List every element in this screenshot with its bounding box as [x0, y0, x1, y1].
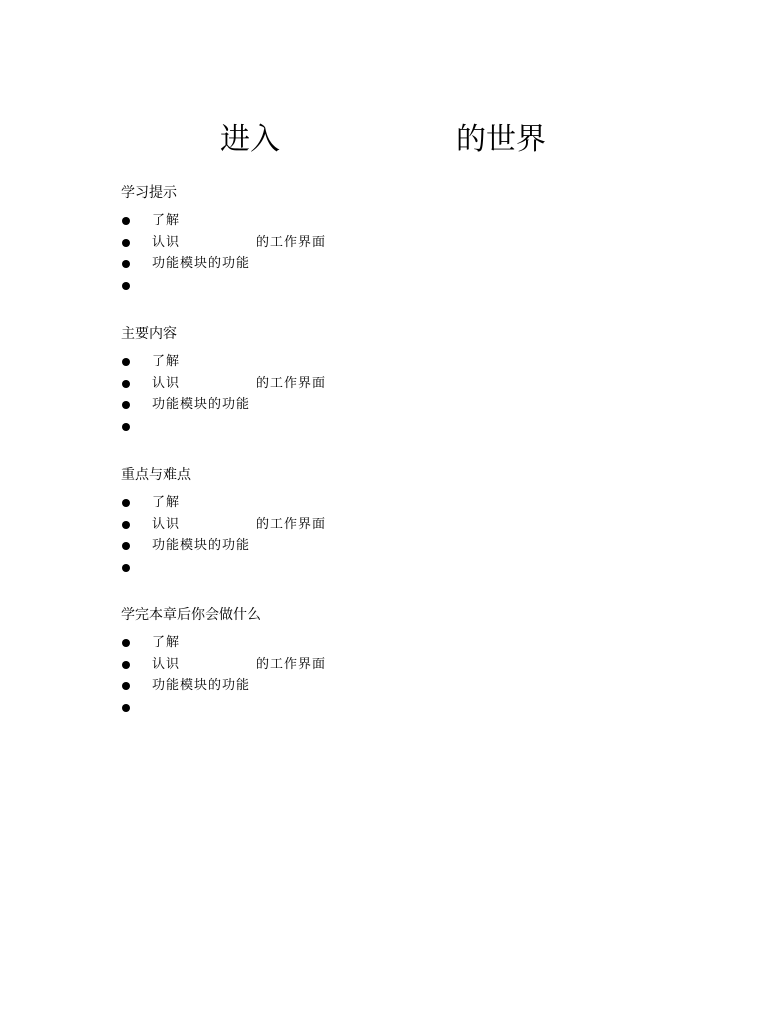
section-heading: 学习提示 [121, 185, 177, 201]
bullet-icon [122, 217, 130, 225]
list-item-text-tail: 的工作界面 [256, 375, 327, 391]
list-item [121, 557, 621, 579]
bullet-icon [122, 661, 130, 669]
bullet-list [121, 492, 621, 578]
bullet-icon [122, 564, 130, 572]
page-title-left: 进入 [220, 122, 280, 157]
list-item-text: 了解 [152, 635, 181, 650]
list-item [121, 416, 621, 438]
list-item [121, 654, 621, 676]
list-item-text: 了解 [152, 495, 181, 510]
bullet-icon [122, 704, 130, 712]
bullet-icon [122, 499, 130, 507]
page-title-right: 的世界 [456, 122, 546, 157]
bullet-icon [122, 239, 130, 247]
list-item-text: 认识 [152, 234, 181, 250]
list-item [121, 253, 621, 275]
list-item [121, 232, 621, 254]
list-item [121, 492, 621, 514]
list-item-text: 认识 [152, 375, 181, 391]
list-item-text-tail: 的工作界面 [256, 516, 327, 532]
list-item [121, 675, 621, 697]
section-key-points [121, 465, 621, 578]
list-item [121, 210, 621, 232]
list-item [121, 535, 621, 557]
bullet-icon [122, 542, 130, 550]
bullet-list [121, 210, 621, 296]
list-item [121, 373, 621, 395]
list-item-text: 功能模块的功能 [152, 256, 251, 271]
section-heading: 学完本章后你会做什么 [121, 607, 261, 623]
list-item [121, 514, 621, 536]
list-item-text-tail: 的工作界面 [256, 234, 327, 250]
list-item-text: 功能模块的功能 [152, 397, 251, 412]
section-heading: 重点与难点 [121, 467, 191, 483]
bullet-icon [122, 423, 130, 431]
list-item-text: 了解 [152, 354, 181, 369]
list-item-text: 认识 [152, 516, 181, 532]
bullet-icon [122, 380, 130, 388]
bullet-icon [122, 260, 130, 268]
section-learning-outcomes [121, 605, 621, 718]
list-item [121, 394, 621, 416]
bullet-list [121, 632, 621, 718]
bullet-icon [122, 358, 130, 366]
list-item [121, 632, 621, 654]
bullet-icon [122, 282, 130, 290]
list-item [121, 697, 621, 719]
list-item [121, 351, 621, 373]
section-study-tips [121, 183, 621, 296]
bullet-icon [122, 639, 130, 647]
list-item [121, 275, 621, 297]
list-item-text: 认识 [152, 656, 181, 672]
list-item-text: 功能模块的功能 [152, 538, 251, 553]
list-item-text: 了解 [152, 213, 181, 228]
section-heading: 主要内容 [121, 326, 177, 342]
bullet-list [121, 351, 621, 437]
bullet-icon [122, 682, 130, 690]
list-item-text-tail: 的工作界面 [256, 656, 327, 672]
section-main-content [121, 324, 621, 437]
bullet-icon [122, 401, 130, 409]
list-item-text: 功能模块的功能 [152, 678, 251, 693]
bullet-icon [122, 521, 130, 529]
